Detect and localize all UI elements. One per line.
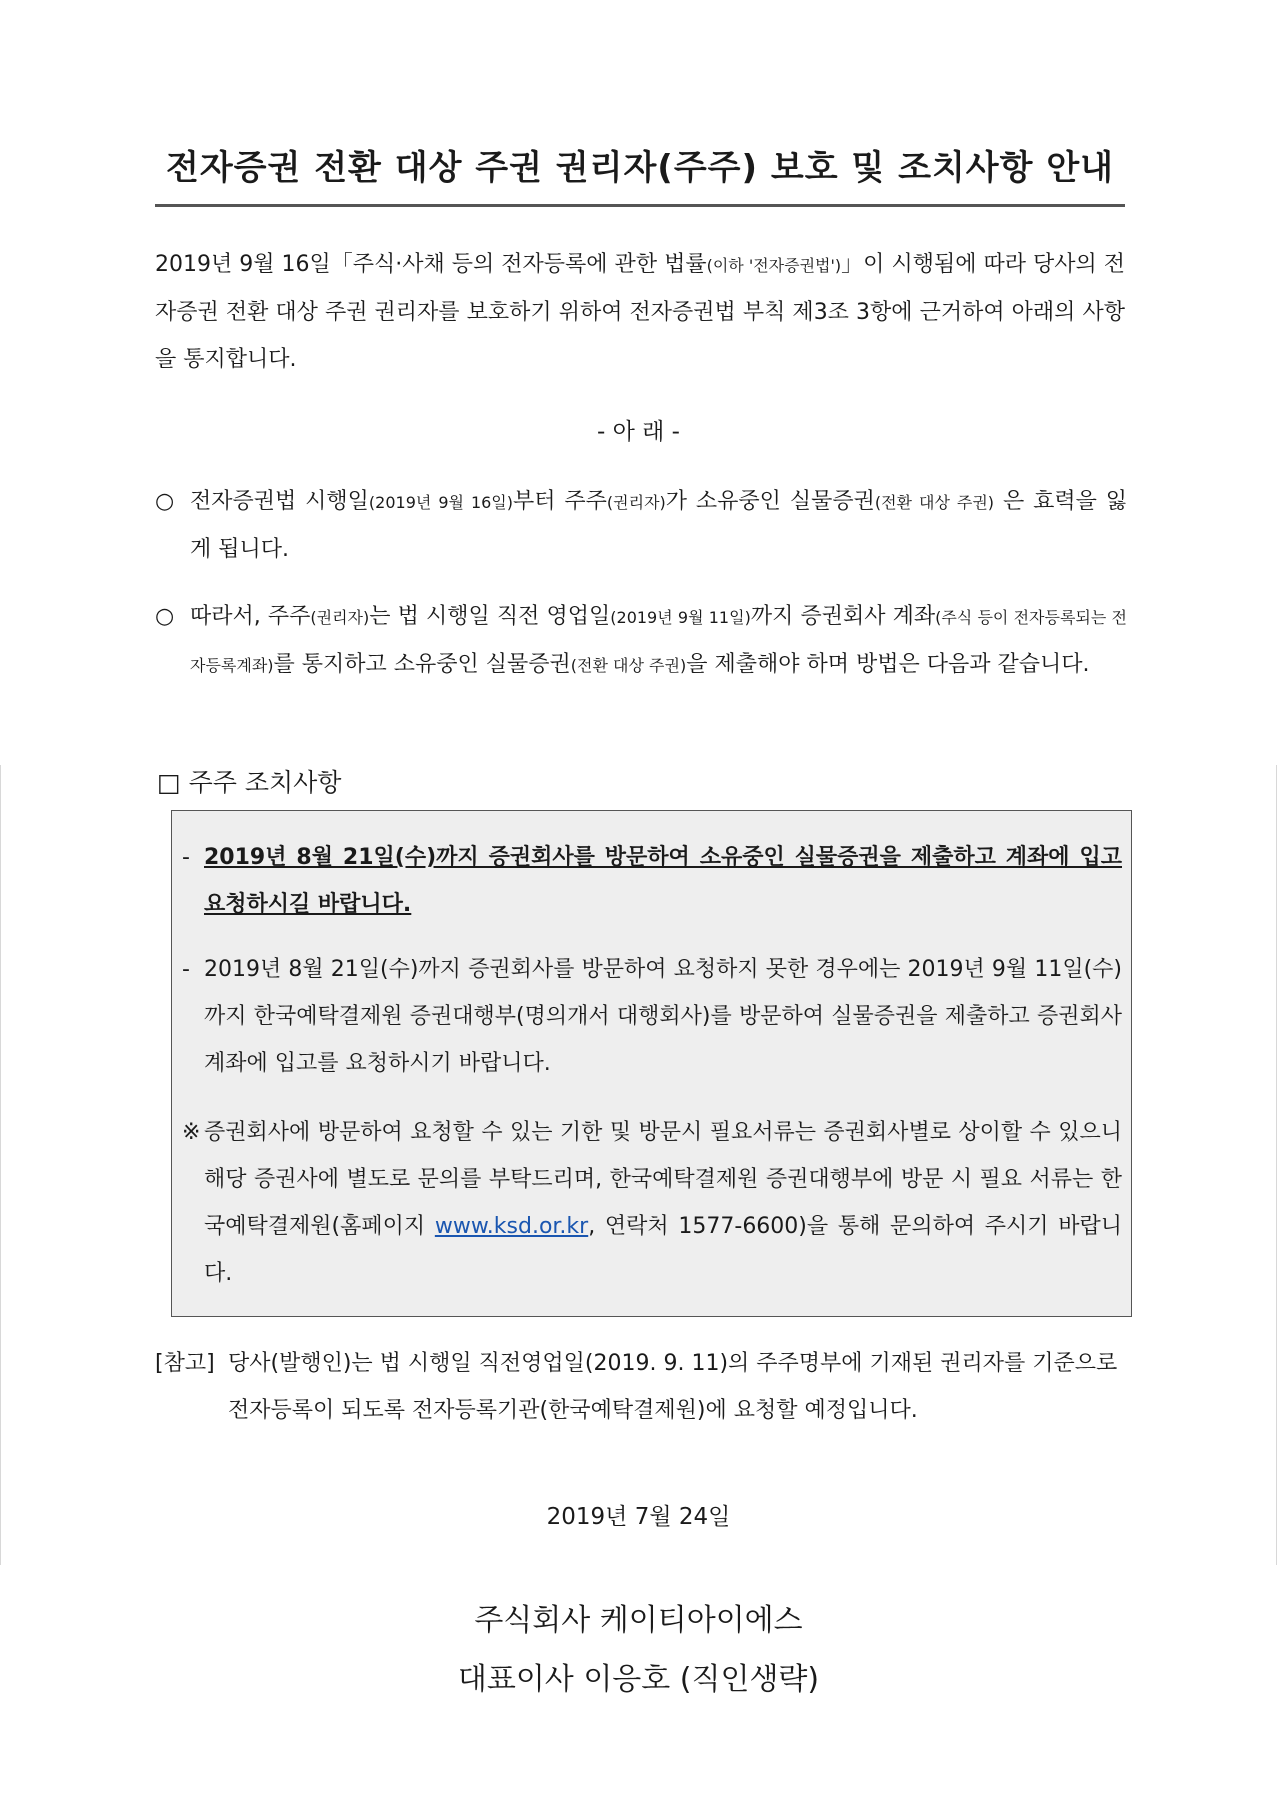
bullet-text: [190, 478, 1127, 573]
box-item-text: 2019년 8월 21일(수)까지 증권회사를 방문하여 요청하지 못한 경우에는 2019년 9월 11일(수)까지 한국예탁결제원 증권대행부(명의개서 대행회사)를 방문하여 실물증권을 제출하고 증권회사 계좌에 입고를 요청하시기 바랍니다.: [204, 957, 1122, 1076]
reference-text: 당사(발행인)는 법 시행일 직전영업일(2019. 9. 11)의 주주명부에 기재된 권리자를 기준으로 전자등록이 되도록 전자등록기관(한국예탁결제원)에 요청할 예정입니다.: [228, 1351, 1118, 1423]
note-text-2: , 연락처 1577-6600)을 통해 문의하여 주시기 바랍니다.: [204, 1214, 1123, 1286]
bullet-text-segment: 는 법 시행일 직전 영업일: [369, 604, 611, 629]
bullet-text-segment: 전자증권법 시행일: [190, 489, 369, 514]
reference-note: [155, 1340, 1125, 1434]
bullet-text-segment: 까지 증권회사 계좌: [750, 604, 936, 629]
box-item-note: [182, 1109, 1122, 1297]
company-name: 주식회사 케이티아이에스: [474, 1603, 803, 1638]
bullet-text-segment: 을 제출해야 하며 방법은 다음과 같습니다.: [686, 652, 1090, 677]
box-item-text: 2019년 8월 21일(수)까지 증권회사를 방문하여 소유중인 실물증권을 제출하고 계좌에 입고 요청하시길 바랍니다.: [204, 845, 1122, 917]
bullet-item: [155, 593, 1127, 689]
section-heading: [157, 763, 341, 799]
bullet-text-segment: 가 소유중인 실물증권: [665, 489, 875, 514]
box-item: [182, 946, 1122, 1087]
box-item-bold: [182, 834, 1122, 928]
bullet-mark: ○: [155, 604, 175, 629]
intro-text-1: 2019년 9월 16일「주식·사채 등의 전자등록에 관한 법률: [155, 252, 707, 277]
bullet-text: [190, 593, 1127, 689]
bullet-text-segment: 부터 주주: [513, 489, 607, 514]
page-title: 전자증권 전환 대상 주권 권리자(주주) 보호 및 조치사항 안내: [165, 148, 1115, 188]
ceo-signature: 대표이사 이응호 (직인생략): [457, 1662, 820, 1697]
intro-paragraph: [155, 241, 1125, 383]
note-mark: ※: [182, 1120, 201, 1145]
intro-text-small: (이하 '전자증권법'): [706, 256, 842, 275]
reference-mark: [참고]: [155, 1351, 215, 1376]
bullet-mark: ○: [155, 489, 175, 514]
bullet-text-segment: 따라서, 주주: [190, 604, 311, 629]
bullet-text-small: (주식 등이 전자등록되는 전자등록계좌): [190, 608, 1127, 675]
note-text-1: 증권회사에 방문하여 요청할 수 있는 기한 및 방문시 필요서류는 증권회사별로 상이할 수 있으니 해당 증권사에 별도로 문의를 부탁드리며, 한국예탁결제원 증권대행부에 방문 시 필요 서류는 한국예탁결제원(홈페이지: [204, 1120, 1122, 1239]
dash-mark: -: [182, 845, 190, 870]
bullet-text-small: (권리자): [310, 608, 370, 627]
ksd-homepage-link[interactable]: www.ksd.or.kr: [434, 1214, 589, 1239]
bullet-text-segment: 를 통지하고 소유중인 실물증권: [273, 652, 571, 677]
bullet-text-segment: 은 효력을 잃게 됩니다.: [190, 489, 1127, 562]
section-label: 주주 조치사항: [188, 768, 342, 797]
intro-text-2: 」이 시행됨에 따라 당사의 전자증권 전환 대상 주권 권리자를 보호하기 위하여 전자증권법 부칙 제3조 3항에 근거하여 아래의 사항을 통지합니다.: [155, 252, 1125, 372]
bullet-text-small: (2019년 9월 11일): [610, 608, 751, 627]
notice-date: 2019년 7월 24일: [546, 1504, 731, 1530]
bullet-text-small: (전환 대상 주권): [570, 656, 687, 675]
bullet-item: [155, 478, 1127, 573]
checkbox-square-icon: □: [157, 768, 181, 797]
dash-mark: -: [182, 957, 190, 982]
left-edge-line: [0, 765, 1, 1565]
bullet-text-small: (전환 대상 주권): [874, 493, 995, 512]
title-underline: [155, 204, 1125, 207]
divider-label: - 아 래 -: [597, 419, 680, 445]
bullet-text-small: (권리자): [606, 493, 666, 512]
bullet-text-small: (2019년 9월 16일): [368, 493, 514, 512]
